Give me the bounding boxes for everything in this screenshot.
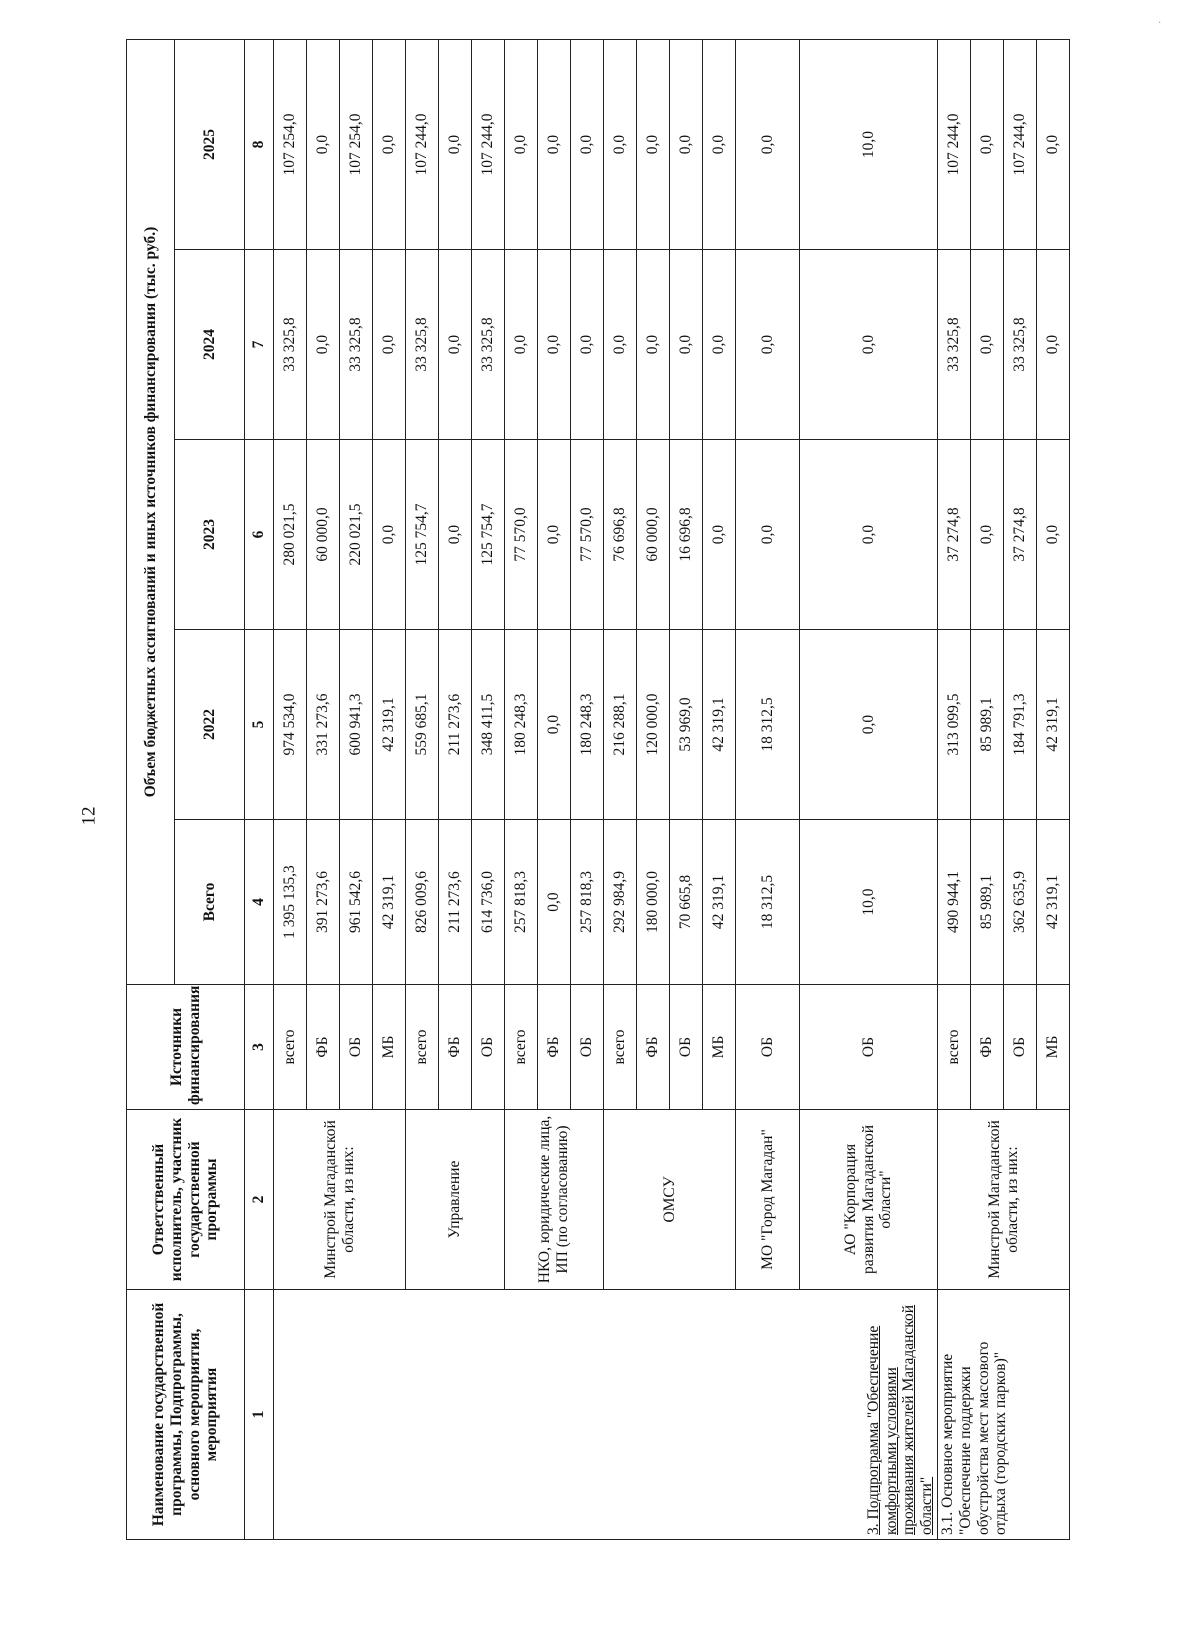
value-2025: 0,0 [1037, 40, 1070, 250]
page-number: 12 [78, 806, 100, 826]
value-2024: 33 325,8 [938, 250, 971, 440]
rotated-page-area [126, 40, 1136, 1540]
header-total: Всего [175, 820, 245, 985]
source-cell: ОБ [736, 985, 800, 1110]
value-2025: 0,0 [571, 40, 604, 250]
source-cell: ОБ [800, 985, 938, 1110]
executor-nko: НКО, юридические лица, ИП (по согласованию) [505, 1110, 604, 1290]
header-2025: 2025 [175, 40, 245, 250]
header-executor: Ответственный исполнитель, участник государственной программы [127, 1110, 245, 1290]
value-2024: 0,0 [1037, 250, 1070, 440]
value-2022: 180 248,3 [571, 630, 604, 820]
value-2023: 0,0 [439, 440, 472, 630]
source-cell: МБ [373, 985, 406, 1110]
value-2022: 559 685,1 [406, 630, 439, 820]
col-number: 3 [245, 985, 274, 1110]
value-2022: 42 319,1 [703, 630, 736, 820]
value-2022: 42 319,1 [1037, 630, 1070, 820]
value-2025: 107 244,0 [472, 40, 505, 250]
value-2023: 125 754,7 [472, 440, 505, 630]
value-2022: 313 099,5 [938, 630, 971, 820]
source-cell: всего [406, 985, 439, 1110]
value-total: 18 312,5 [736, 820, 800, 985]
value-2024: 0,0 [571, 250, 604, 440]
value-2024: 0,0 [505, 250, 538, 440]
executor-minstroy-2: Минстрой Магаданской области, из них: [938, 1110, 1070, 1290]
value-total: 961 542,6 [340, 820, 373, 985]
value-total: 180 000,0 [637, 820, 670, 985]
source-cell: ФБ [637, 985, 670, 1110]
source-cell: МБ [1037, 985, 1070, 1110]
value-2023: 125 754,7 [406, 440, 439, 630]
col-number: 8 [245, 40, 274, 250]
value-2022: 120 000,0 [637, 630, 670, 820]
value-2023: 280 021,5 [274, 440, 307, 630]
value-2023: 37 274,8 [1004, 440, 1037, 630]
value-2022: 348 411,5 [472, 630, 505, 820]
value-2025: 0,0 [703, 40, 736, 250]
value-total: 490 944,1 [938, 820, 971, 985]
subprogram-3-name [274, 1290, 938, 1540]
value-2024: 33 325,8 [406, 250, 439, 440]
value-2024: 0,0 [800, 250, 938, 440]
value-2022: 180 248,3 [505, 630, 538, 820]
value-2022: 85 989,1 [971, 630, 1004, 820]
value-2023: 220 021,5 [340, 440, 373, 630]
value-2023: 0,0 [373, 440, 406, 630]
header-sources: Источники финансирования [127, 985, 245, 1110]
source-cell: ОБ [1004, 985, 1037, 1110]
value-2022: 211 273,6 [439, 630, 472, 820]
executor-ao-corporation: АО "Корпорация развития Магаданской области" [800, 1110, 938, 1290]
value-2024: 0,0 [736, 250, 800, 440]
scan-mark: · [1158, 18, 1162, 29]
value-2023: 77 570,0 [505, 440, 538, 630]
header-program-name: Наименование государственной программы, Подпрограммы, основного мероприятия, мероприятия [127, 1290, 245, 1540]
value-total: 42 319,1 [1037, 820, 1070, 985]
value-2024: 0,0 [703, 250, 736, 440]
value-2022: 331 273,6 [307, 630, 340, 820]
value-total: 70 665,8 [670, 820, 703, 985]
value-2023: 37 274,8 [938, 440, 971, 630]
value-2024: 33 325,8 [340, 250, 373, 440]
source-cell: ОБ [340, 985, 373, 1110]
executor-minstroy: Минстрой Магаданской области, из них: [274, 1110, 406, 1290]
header-2022: 2022 [175, 630, 245, 820]
value-total: 85 989,1 [971, 820, 1004, 985]
value-2023: 60 000,0 [637, 440, 670, 630]
value-2024: 33 325,8 [472, 250, 505, 440]
value-total: 362 635,9 [1004, 820, 1037, 985]
value-total: 391 273,6 [307, 820, 340, 985]
value-2025: 107 244,0 [406, 40, 439, 250]
value-total: 826 009,6 [406, 820, 439, 985]
value-2025: 0,0 [307, 40, 340, 250]
col-number: 5 [245, 630, 274, 820]
value-2024: 0,0 [373, 250, 406, 440]
value-2022: 42 319,1 [373, 630, 406, 820]
value-2023: 76 696,8 [604, 440, 637, 630]
value-total: 257 818,3 [505, 820, 538, 985]
source-cell: ФБ [439, 985, 472, 1110]
source-cell: всего [274, 985, 307, 1110]
source-cell: всего [604, 985, 637, 1110]
value-2024: 0,0 [637, 250, 670, 440]
value-2025: 107 244,0 [938, 40, 971, 250]
header-2024: 2024 [175, 250, 245, 440]
value-total: 10,0 [800, 820, 938, 985]
value-2023: 0,0 [538, 440, 571, 630]
value-2025: 107 244,0 [1004, 40, 1037, 250]
value-2025: 0,0 [736, 40, 800, 250]
col-number: 2 [245, 1110, 274, 1290]
col-number: 4 [245, 820, 274, 985]
value-2023: 77 570,0 [571, 440, 604, 630]
value-total: 1 395 135,3 [274, 820, 307, 985]
value-2024: 0,0 [439, 250, 472, 440]
value-2023: 0,0 [971, 440, 1004, 630]
value-2024: 0,0 [604, 250, 637, 440]
value-2025: 0,0 [971, 40, 1004, 250]
value-2022: 18 312,5 [736, 630, 800, 820]
value-2022: 600 941,3 [340, 630, 373, 820]
value-2025: 0,0 [538, 40, 571, 250]
value-2025: 107 254,0 [340, 40, 373, 250]
executor-omsu: ОМСУ [604, 1110, 736, 1290]
executor-upravlenie: Управление [406, 1110, 505, 1290]
value-2025: 0,0 [604, 40, 637, 250]
value-2022: 216 288,1 [604, 630, 637, 820]
value-2023: 60 000,0 [307, 440, 340, 630]
value-total: 42 319,1 [373, 820, 406, 985]
budget-table [126, 39, 1070, 1540]
table-row [274, 40, 307, 1540]
value-2025: 0,0 [637, 40, 670, 250]
subprogram-3-title: 3. Подпрограмма "Обеспечение комфортными условиями проживания жителей Магаданской области" [864, 1304, 936, 1535]
source-cell: ОБ [670, 985, 703, 1110]
value-total: 257 818,3 [571, 820, 604, 985]
value-2025: 0,0 [439, 40, 472, 250]
source-cell: ФБ [307, 985, 340, 1110]
value-total: 211 273,6 [439, 820, 472, 985]
value-2022: 0,0 [538, 630, 571, 820]
value-2023: 0,0 [736, 440, 800, 630]
source-cell: всего [938, 985, 971, 1110]
source-cell: ФБ [971, 985, 1004, 1110]
source-cell: ОБ [571, 985, 604, 1110]
source-cell: ФБ [538, 985, 571, 1110]
value-2025: 107 254,0 [274, 40, 307, 250]
value-2024: 0,0 [538, 250, 571, 440]
col-number: 7 [245, 250, 274, 440]
rotated-table-container [126, 40, 1136, 1540]
value-2025: 10,0 [800, 40, 938, 250]
value-2023: 0,0 [1037, 440, 1070, 630]
source-cell: ОБ [472, 985, 505, 1110]
value-2025: 0,0 [373, 40, 406, 250]
header-volume: Объем бюджетных ассигнований и иных источников финансирования (тыс. руб.) [127, 40, 175, 985]
value-2024: 0,0 [670, 250, 703, 440]
value-2023: 0,0 [703, 440, 736, 630]
value-2024: 0,0 [971, 250, 1004, 440]
value-2023: 0,0 [800, 440, 938, 630]
value-2022: 0,0 [800, 630, 938, 820]
value-total: 292 984,9 [604, 820, 637, 985]
col-number: 6 [245, 440, 274, 630]
value-2025: 0,0 [670, 40, 703, 250]
table-row [938, 40, 971, 1540]
value-2024: 33 325,8 [1004, 250, 1037, 440]
header-2023: 2023 [175, 440, 245, 630]
executor-mo-magadan: МО "Город Магадан" [736, 1110, 800, 1290]
column-number-row [245, 40, 274, 1540]
measure-3-1-name: 3.1. Основное мероприятие "Обеспечение поддержки обустройства мест массового отдыха (городских парков)" [938, 1290, 1070, 1540]
value-2022: 53 969,0 [670, 630, 703, 820]
value-2022: 974 534,0 [274, 630, 307, 820]
value-2022: 184 791,3 [1004, 630, 1037, 820]
value-2024: 33 325,8 [274, 250, 307, 440]
value-2025: 0,0 [505, 40, 538, 250]
source-cell: всего [505, 985, 538, 1110]
value-total: 614 736,0 [472, 820, 505, 985]
source-cell: МБ [703, 985, 736, 1110]
col-number: 1 [245, 1290, 274, 1540]
value-2023: 16 696,8 [670, 440, 703, 630]
value-total: 42 319,1 [703, 820, 736, 985]
value-total: 0,0 [538, 820, 571, 985]
value-2024: 0,0 [307, 250, 340, 440]
